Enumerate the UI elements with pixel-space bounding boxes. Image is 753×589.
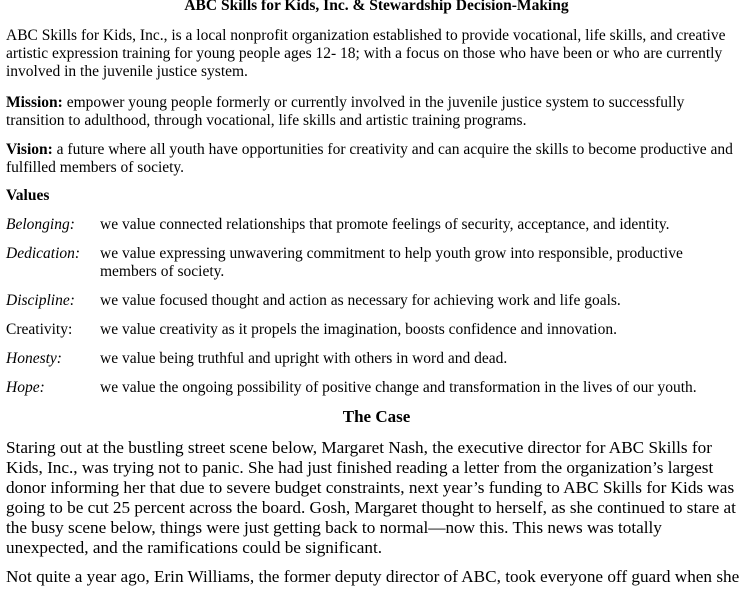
value-term: Honesty: — [6, 350, 62, 367]
vision-label: Vision: — [6, 141, 53, 158]
vision-text: a future where all youth have opportunities for creativity and can acquire the skills to become productive and fulfilled members of society. — [6, 141, 733, 176]
case-paragraph-2: Not quite a year ago, Erin Williams, the former deputy director of ABC, took everyone off guard when she — [6, 567, 740, 586]
case-paragraph-1: Staring out at the bustling street scene below, Margaret Nash, the executive director for ABC Skills for Kids, Inc., was trying not to panic. She had just finished reading a letter from the organization’s largest donor informing her that due to severe budget constraints, next year’s funding to ABC Skills for Kids was going to be cut 25 percent across the board. Gosh, Margaret thought to herself, as she continued to stare at the busy scene below, things were just getting back to normal—now this. This news was totally unexpected, and the ramifications could be significant. — [6, 438, 736, 557]
vision-paragraph — [6, 141, 744, 177]
value-term: Dedication: — [6, 245, 81, 262]
value-desc: we value expressing unwavering commitment to help youth grow into responsible, productive members of society. — [100, 245, 683, 280]
value-desc: we value the ongoing possibility of positive change and transformation in the lives of our youth. — [100, 379, 697, 396]
value-desc: we value being truthful and upright with others in word and dead. — [100, 350, 508, 367]
mission-paragraph — [6, 94, 744, 130]
value-desc: we value creativity as it propels the imagination, boosts confidence and innovation. — [100, 321, 617, 338]
value-desc: we value focused thought and action as necessary for achieving work and life goals. — [100, 292, 621, 309]
values-heading: Values — [6, 187, 50, 204]
intro-paragraph: ABC Skills for Kids, Inc., is a local nonprofit organization established to provide vocational, life skills, and creative artistic expression training for young people ages 12- 18; with a focus on those who have been or who are currently involved in the juvenile justice system. — [6, 27, 726, 80]
value-term: Belonging: — [6, 216, 75, 233]
mission-text: empower young people formerly or currently involved in the juvenile justice system to successfully transition to adulthood, through vocational, life skills and artistic training programs. — [6, 94, 685, 129]
mission-label: Mission: — [6, 94, 63, 111]
case-heading: The Case — [342, 407, 411, 426]
value-desc: we value connected relationships that promote feelings of security, acceptance, and identity. — [100, 216, 670, 233]
value-term: Discipline: — [6, 292, 75, 309]
value-term: Hope: — [6, 379, 45, 396]
document-title: ABC Skills for Kids, Inc. & Stewardship Decision-Making — [184, 0, 569, 14]
value-term: Creativity: — [6, 321, 73, 338]
